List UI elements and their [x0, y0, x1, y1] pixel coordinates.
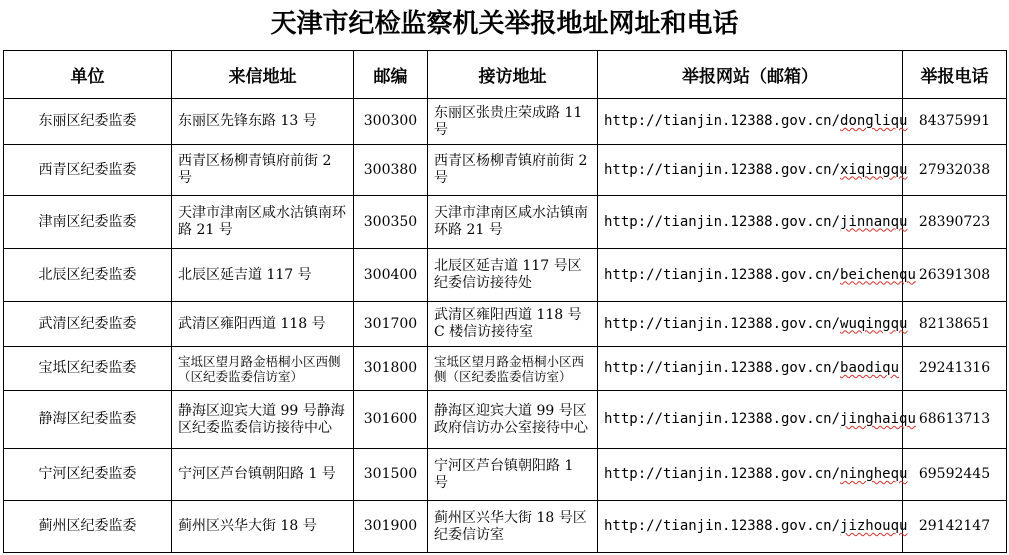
url-prefix: http://tianjin.12388.gov.cn/ — [604, 315, 841, 332]
website-link[interactable] — [598, 145, 908, 196]
page-title: 天津市纪检监察机关举报地址网址和电话 — [270, 9, 739, 39]
visit-address-cell: 武清区雍阳西道 118 号 C 楼信访接待室 — [428, 302, 598, 347]
visit-address-cell: 静海区迎宾大道 99 号区政府信访办公室接待中心 — [428, 391, 598, 449]
mail-address-cell: 蓟州区兴华大街 18 号 — [172, 501, 354, 553]
visit-address-cell: 天津市津南区咸水沽镇南环路 21 号 — [428, 196, 598, 249]
website-link[interactable] — [598, 347, 903, 391]
url-slug: jinnanqu — [840, 213, 908, 230]
url-prefix: http://tianjin.12388.gov.cn/ — [604, 360, 841, 376]
postcode-cell: 301500 — [354, 449, 428, 501]
url-prefix: http://tianjin.12388.gov.cn/ — [604, 411, 841, 427]
website-link[interactable] — [598, 449, 908, 501]
header-postcode: 邮编 — [354, 51, 428, 99]
phone-cell: 69592445 — [903, 449, 1007, 501]
url-prefix: http://tianjin.12388.gov.cn/ — [604, 113, 841, 129]
mail-address-cell: 东丽区先锋东路 13 号 — [172, 99, 354, 145]
header-unit: 单位 — [4, 51, 172, 99]
report-contact-table — [3, 50, 1007, 553]
postcode-cell: 301900 — [354, 501, 428, 553]
unit-cell: 武清区纪委监委 — [4, 302, 172, 347]
url-slug: dongliqu — [840, 113, 908, 129]
postcode-cell: 300350 — [354, 196, 428, 249]
phone-cell: 29241316 — [903, 347, 1007, 391]
website-link[interactable] — [598, 302, 908, 347]
unit-cell: 宝坻区纪委监委 — [4, 347, 172, 391]
postcode-cell: 300300 — [354, 99, 428, 145]
visit-address-cell: 宁河区芦台镇朝阳路 1 号 — [428, 449, 598, 501]
table-header-row — [4, 51, 1007, 99]
visit-address-cell: 蓟州区兴华大街 18 号区纪委信访室 — [428, 501, 598, 553]
url-slug: baodiqu — [840, 360, 900, 376]
visit-address-cell: 北辰区延吉道 117 号区纪委信访接待处 — [428, 249, 598, 302]
unit-cell: 北辰区纪委监委 — [4, 249, 172, 302]
postcode-cell: 300380 — [354, 145, 428, 196]
header-phone: 举报电话 — [903, 51, 1007, 99]
phone-cell: 28390723 — [903, 196, 1007, 249]
url-prefix: http://tianjin.12388.gov.cn/ — [604, 518, 841, 534]
mail-address-cell: 宝坻区望月路金梧桐小区西侧（区纪委监委信访室） — [172, 347, 354, 391]
table-row — [4, 449, 1007, 501]
table-row — [4, 99, 1007, 145]
website-link[interactable] — [598, 249, 916, 302]
unit-cell: 津南区纪委监委 — [4, 196, 172, 249]
mail-address-cell: 宁河区芦台镇朝阳路 1 号 — [172, 449, 354, 501]
website-link[interactable] — [598, 99, 908, 145]
header-website: 举报网站（邮箱） — [598, 51, 903, 99]
phone-cell: 29142147 — [903, 501, 1007, 553]
unit-cell: 蓟州区纪委监委 — [4, 501, 172, 553]
phone-cell: 84375991 — [903, 99, 1007, 145]
table-row — [4, 347, 1007, 391]
unit-cell: 西青区纪委监委 — [4, 145, 172, 196]
website-link[interactable] — [598, 391, 916, 449]
unit-cell: 静海区纪委监委 — [4, 391, 172, 449]
visit-address-cell: 西青区杨柳青镇府前街 2 号 — [428, 145, 598, 196]
postcode-cell: 301800 — [354, 347, 428, 391]
url-slug: wuqingqu — [840, 315, 908, 332]
postcode-cell: 301600 — [354, 391, 428, 449]
website-link[interactable] — [598, 501, 908, 553]
phone-cell: 26391308 — [903, 249, 1007, 302]
visit-address-cell: 宝坻区望月路金梧桐小区西侧（区纪委监委信访室） — [428, 347, 598, 391]
header-mail-address: 来信地址 — [172, 51, 354, 99]
url-slug: jinghaiqu — [840, 411, 916, 427]
table-row — [4, 302, 1007, 347]
table-row — [4, 501, 1007, 553]
table-row — [4, 391, 1007, 449]
mail-address-cell: 静海区迎宾大道 99 号静海区纪委监委信访接待中心 — [172, 391, 354, 449]
header-visit-address: 接访地址 — [428, 51, 598, 99]
table-row — [4, 196, 1007, 249]
mail-address-cell: 天津市津南区咸水沽镇南环路 21 号 — [172, 196, 354, 249]
postcode-cell: 301700 — [354, 302, 428, 347]
url-prefix: http://tianjin.12388.gov.cn/ — [604, 213, 841, 230]
phone-cell: 82138651 — [903, 302, 1007, 347]
phone-cell: 27932038 — [903, 145, 1007, 196]
url-prefix: http://tianjin.12388.gov.cn/ — [604, 161, 841, 178]
mail-address-cell: 武清区雍阳西道 118 号 — [172, 302, 354, 347]
mail-address-cell: 北辰区延吉道 117 号 — [172, 249, 354, 302]
url-slug: jizhouqu — [840, 518, 908, 534]
table-row — [4, 249, 1007, 302]
postcode-cell: 300400 — [354, 249, 428, 302]
url-prefix: http://tianjin.12388.gov.cn/ — [604, 466, 841, 482]
url-slug: beichenqu — [840, 266, 916, 283]
mail-address-cell: 西青区杨柳青镇府前街 2 号 — [172, 145, 354, 196]
website-link[interactable] — [598, 196, 908, 249]
unit-cell: 宁河区纪委监委 — [4, 449, 172, 501]
table-row — [4, 145, 1007, 196]
unit-cell: 东丽区纪委监委 — [4, 99, 172, 145]
phone-cell: 68613713 — [903, 391, 1007, 449]
url-prefix: http://tianjin.12388.gov.cn/ — [604, 266, 841, 283]
url-slug: xiqingqu — [840, 161, 908, 178]
visit-address-cell: 东丽区张贵庄荣成路 11 号 — [428, 99, 598, 145]
url-slug: ninghequ — [840, 466, 908, 482]
